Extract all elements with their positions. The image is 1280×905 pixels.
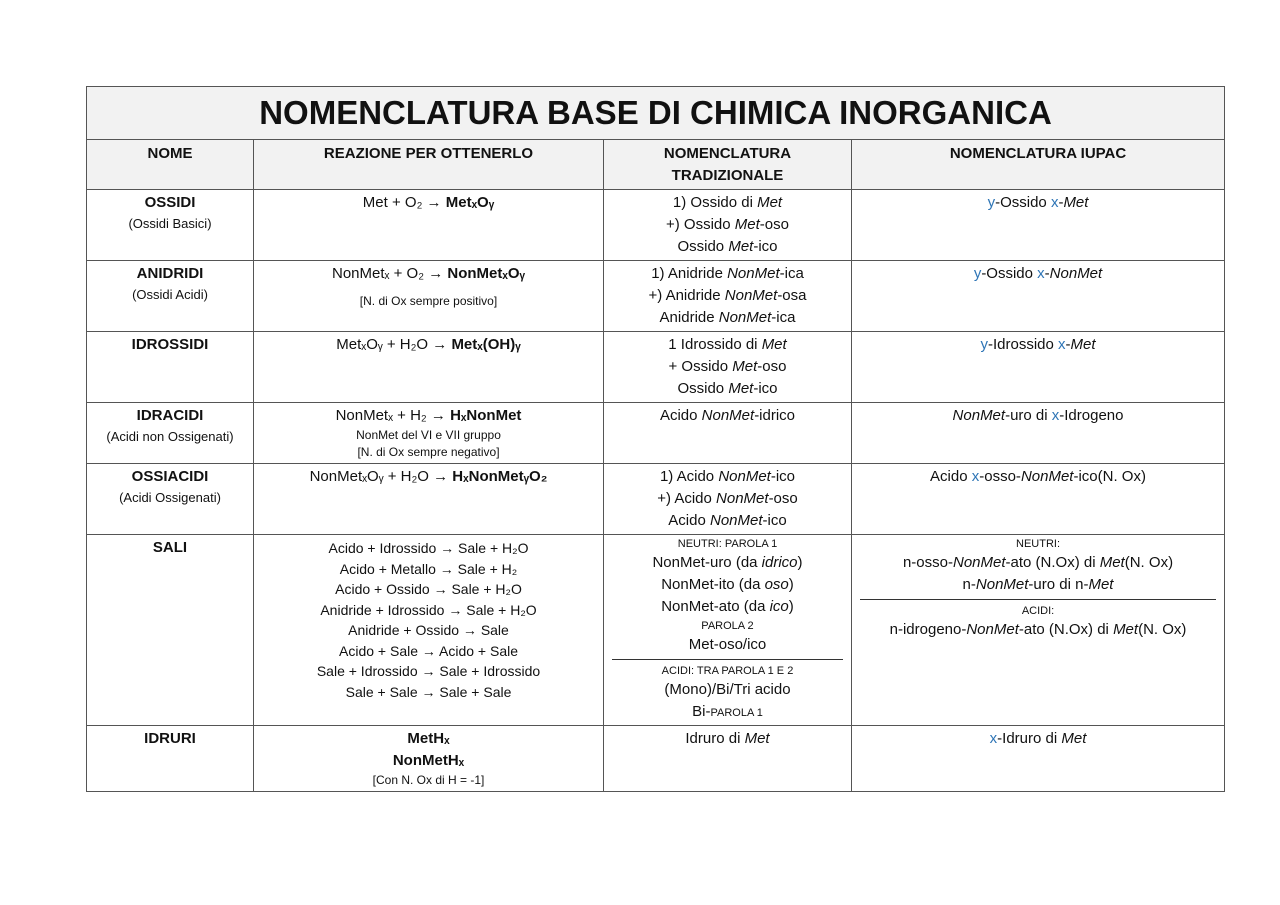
idrossidi-trad-suffix: -oso <box>757 358 787 375</box>
sali-reaction: Anidride + Ossido → Sale <box>348 622 509 638</box>
ossiacidi-reaction: NonMetₓOᵧ + H₂O → <box>309 468 453 485</box>
ossiacidi-name: OSSIACIDI <box>131 468 209 485</box>
idracidi-iupac-suffix: -Idrogeno <box>1059 407 1124 424</box>
idrossidi-iupac-x: x <box>1058 336 1066 353</box>
ossidi-iupac-text: -Ossido <box>995 194 1051 211</box>
idracidi-product: HₓNonMet <box>450 407 522 424</box>
cell-reazione-ossiacidi <box>254 464 604 535</box>
idrossidi-name: IDROSSIDI <box>131 336 209 353</box>
ossiacidi-product: HₓNonMetᵧO₂ <box>452 468 548 485</box>
cell-nome-sali <box>87 535 254 726</box>
sali-iupac-acidi-label: ACIDI: <box>1021 605 1055 617</box>
cell-trad-anidridi <box>604 261 852 332</box>
idruri-note: [Con N. Ox di H = -1] <box>372 773 485 787</box>
header-nome: NOME <box>87 140 254 190</box>
idruri-iupac-met: Met <box>1061 730 1087 747</box>
cell-trad-idrossidi <box>604 332 852 403</box>
sali-iupac-nonmet: NonMet <box>953 554 1006 571</box>
sali-iupac-text: -ato (N.Ox) di <box>1018 621 1114 638</box>
anidridi-trad-nonmet: NonMet <box>718 309 772 326</box>
cell-iupac-idrossidi <box>852 332 1225 403</box>
idruri-formula2: NonMetHₓ <box>392 752 465 769</box>
idracidi-trad-nonmet: NonMet <box>701 407 755 424</box>
cell-reazione-ossidi <box>254 190 604 261</box>
sali-reaction: Anidride + Idrossido → Sale + H₂O <box>320 601 537 618</box>
header-tradizionale-line2: TRADIZIONALE <box>671 167 784 184</box>
ossidi-trad-met: Met <box>728 238 754 255</box>
ossiacidi-iupac-text: -osso- <box>979 468 1021 485</box>
cell-nome-idracidi <box>87 403 254 464</box>
sali-iupac-divider <box>860 599 1216 600</box>
sali-trad-uro: NonMet-uro (da <box>652 554 762 571</box>
sali-trad-ito-origin: oso <box>764 576 789 593</box>
table-row-anidridi <box>87 261 1225 332</box>
idruri-name: IDRURI <box>144 730 196 747</box>
ossiacidi-sub: (Acidi Ossigenati) <box>119 490 221 505</box>
ossidi-name: OSSIDI <box>144 194 196 211</box>
idruri-formula1: MetHₓ <box>407 730 450 747</box>
anidridi-reaction: NonMetₓ + O₂ → <box>332 265 448 282</box>
idrossidi-iupac-text: -Idrossido <box>987 336 1059 353</box>
idrossidi-trad-met: Met <box>728 380 754 397</box>
cell-iupac-ossidi <box>852 190 1225 261</box>
ossiacidi-trad-text: 1) Acido <box>659 468 719 485</box>
sali-reaction: Acido + Sale → Acido + Sale <box>339 642 518 659</box>
sali-iupac-text: -ato (N.Ox) di <box>1005 554 1100 571</box>
ossiacidi-trad-suffix: -ico <box>770 468 796 485</box>
anidridi-iupac-y: y <box>973 265 982 282</box>
ossiacidi-trad-text: +) Acido <box>657 490 717 507</box>
ossiacidi-trad-text: Acido <box>668 512 710 529</box>
cell-trad-sali <box>604 535 852 726</box>
sali-trad-paren: ) <box>797 554 803 571</box>
table-row-idracidi <box>87 403 1225 464</box>
idracidi-name: IDRACIDI <box>136 407 204 424</box>
anidridi-trad-text: +) Anidride <box>648 287 725 304</box>
idrossidi-trad-text: 1 Idrossido di <box>668 336 762 353</box>
header-tradizionale-line1: NOMENCLATURA <box>663 145 792 162</box>
cell-trad-idracidi <box>604 403 852 464</box>
sali-iupac-text: n-osso- <box>902 554 953 571</box>
anidridi-trad-suffix: -ica <box>779 265 804 282</box>
header-tradizionale <box>604 140 852 190</box>
header-row <box>87 140 1225 190</box>
anidridi-trad-nonmet: NonMet <box>727 265 780 282</box>
anidridi-iupac-dash: - <box>1044 265 1050 282</box>
idrossidi-trad-met: Met <box>732 358 758 375</box>
cell-nome-idruri <box>87 726 254 792</box>
idrossidi-trad-met: Met <box>761 336 787 353</box>
sali-trad-acidi-label: ACIDI: TRA PAROLA 1 E 2 <box>661 665 794 677</box>
sali-trad-neutri-label: NEUTRI: PAROLA 1 <box>677 538 778 550</box>
anidridi-sub: (Ossidi Acidi) <box>132 287 208 302</box>
cell-iupac-idruri <box>852 726 1225 792</box>
sali-reaction: Acido + Metallo → Sale + H₂ <box>339 560 518 577</box>
anidridi-iupac-nonmet: NonMet <box>1049 265 1103 282</box>
idracidi-sub: (Acidi non Ossigenati) <box>106 429 234 444</box>
ossidi-trad-text: +) Ossido <box>666 216 735 233</box>
sali-trad-bi-small: PAROLA 1 <box>710 707 763 719</box>
ossidi-iupac-x: x <box>1050 194 1059 211</box>
sali-name: SALI <box>152 539 188 556</box>
anidridi-trad-suffix: -osa <box>777 287 807 304</box>
ossiacidi-iupac-x: x <box>971 468 980 485</box>
ossidi-trad-suffix: -ico <box>753 238 778 255</box>
table-row-idrossidi <box>87 332 1225 403</box>
ossidi-trad-text: Ossido <box>677 238 729 255</box>
idracidi-iupac-x: x <box>1051 407 1060 424</box>
idrossidi-trad-suffix: -ico <box>753 380 778 397</box>
ossiacidi-iupac-text: Acido <box>930 468 972 485</box>
sali-iupac-text: (N. Ox) <box>1138 621 1187 638</box>
anidridi-name: ANIDRIDI <box>136 265 204 282</box>
ossiacidi-iupac-nonmet: NonMet <box>1020 468 1074 485</box>
nomenclature-table <box>86 86 1225 792</box>
idracidi-note2: [N. di Ox sempre negativo] <box>357 445 500 459</box>
anidridi-product: NonMetₓOᵧ <box>447 265 525 282</box>
sali-iupac-met: Met <box>1088 576 1114 593</box>
anidridi-trad-nonmet: NonMet <box>724 287 778 304</box>
cell-iupac-idracidi <box>852 403 1225 464</box>
cell-trad-idruri <box>604 726 852 792</box>
ossidi-product: MetₓOᵧ <box>445 194 495 211</box>
idrossidi-iupac-y: y <box>980 336 988 353</box>
cell-reazione-idruri <box>254 726 604 792</box>
table-row-idruri <box>87 726 1225 792</box>
ossiacidi-iupac-suffix: -ico(N. Ox) <box>1073 468 1146 485</box>
anidridi-iupac-text: -Ossido <box>981 265 1038 282</box>
ossidi-iupac-met: Met <box>1063 194 1089 211</box>
cell-reazione-idrossidi <box>254 332 604 403</box>
sali-iupac-text: -uro di n- <box>1028 576 1089 593</box>
cell-iupac-ossiacidi <box>852 464 1225 535</box>
idrossidi-iupac-dash: - <box>1065 336 1071 353</box>
sali-iupac-neutri-label: NEUTRI: <box>1016 538 1061 550</box>
page-title: NOMENCLATURA BASE DI CHIMICA INORGANICA <box>87 87 1225 140</box>
idrossidi-trad-text: + Ossido <box>668 358 733 375</box>
idruri-trad-text: Idruro di <box>685 730 745 747</box>
ossidi-trad-text: 1) Ossido di <box>672 194 758 211</box>
anidridi-trad-text: Anidride <box>659 309 719 326</box>
cell-trad-ossidi <box>604 190 852 261</box>
anidridi-iupac-x: x <box>1037 265 1045 282</box>
ossidi-sub: (Ossidi Basici) <box>128 216 212 231</box>
table-row-ossidi <box>87 190 1225 261</box>
sali-trad-divider <box>612 659 843 660</box>
ossiacidi-trad-nonmet: NonMet <box>718 468 771 485</box>
sali-reaction: Acido + Ossido → Sale + H₂O <box>335 581 522 597</box>
ossidi-trad-suffix: -oso <box>759 216 789 233</box>
sali-trad-parola2: PAROLA 2 <box>701 620 754 632</box>
sali-reaction: Sale + Idrossido → Sale + Idrossido <box>316 663 541 679</box>
cell-nome-idrossidi <box>87 332 254 403</box>
idrossidi-trad-text: Ossido <box>677 380 729 397</box>
cell-iupac-anidridi <box>852 261 1225 332</box>
anidridi-note: [N. di Ox sempre positivo] <box>359 294 498 308</box>
sali-trad-paren: ) <box>788 576 794 593</box>
ossidi-iupac-dash: - <box>1058 194 1064 211</box>
idrossidi-reaction: MetₓOᵧ + H₂O → <box>336 336 452 353</box>
cell-iupac-sali <box>852 535 1225 726</box>
cell-nome-ossiacidi <box>87 464 254 535</box>
idruri-iupac-x: x <box>989 730 998 747</box>
sali-iupac-nonmet: NonMet <box>966 621 1019 638</box>
header-reazione: REAZIONE PER OTTENERLO <box>254 140 604 190</box>
cell-reazione-anidridi <box>254 261 604 332</box>
sali-reaction: Acido + Idrossido → Sale + H₂O <box>328 540 529 556</box>
idracidi-trad-text: Acido <box>659 407 702 424</box>
table-row-ossiacidi <box>87 464 1225 535</box>
idruri-iupac-text: -Idruro di <box>997 730 1062 747</box>
sali-iupac-text: (N. Ox) <box>1124 554 1174 571</box>
idruri-trad-met: Met <box>744 730 770 747</box>
cell-nome-ossidi <box>87 190 254 261</box>
idrossidi-iupac-met: Met <box>1070 336 1096 353</box>
sali-trad-ito: NonMet-ito (da <box>661 576 765 593</box>
header-iupac: NOMENCLATURA IUPAC <box>852 140 1225 190</box>
sali-trad-bi: Bi- <box>692 703 711 720</box>
sali-reaction: Sale + Sale → Sale + Sale <box>345 683 512 700</box>
anidridi-trad-text: 1) Anidride <box>651 265 728 282</box>
ossiacidi-trad-suffix: -ico <box>762 512 787 529</box>
sali-trad-uro-origin: idrico <box>761 554 798 571</box>
idracidi-note1: NonMet del VI e VII gruppo <box>356 428 501 442</box>
sali-trad-ato-origin: ico <box>769 598 789 615</box>
ossidi-reaction: Met + O₂ → <box>362 194 446 211</box>
idracidi-trad-suffix: -idrico <box>754 407 796 424</box>
cell-reazione-idracidi <box>254 403 604 464</box>
sali-trad-paren: ) <box>788 598 794 615</box>
sali-trad-met-oso-ico: Met-oso/ico <box>688 636 767 653</box>
ossiacidi-trad-nonmet: NonMet <box>716 490 769 507</box>
ossiacidi-trad-nonmet: NonMet <box>710 512 763 529</box>
idracidi-iupac-text: -uro di <box>1005 407 1052 424</box>
anidridi-trad-suffix: -ica <box>771 309 796 326</box>
sali-iupac-met: Met <box>1113 621 1139 638</box>
ossidi-trad-met: Met <box>757 194 783 211</box>
cell-nome-anidridi <box>87 261 254 332</box>
ossidi-iupac-y: y <box>987 194 996 211</box>
sali-iupac-nonmet: NonMet <box>975 576 1029 593</box>
sali-trad-mono: (Mono)/Bi/Tri acido <box>664 681 791 698</box>
cell-trad-ossiacidi <box>604 464 852 535</box>
cell-reazione-sali <box>254 535 604 726</box>
ossidi-trad-met: Met <box>734 216 760 233</box>
idracidi-reaction: NonMetₓ + H₂ → <box>335 407 451 424</box>
sali-iupac-text: n- <box>962 576 976 593</box>
idrossidi-product: Metₓ(OH)ᵧ <box>451 336 521 353</box>
sali-iupac-text: n-idrogeno- <box>889 621 967 638</box>
sali-trad-ato: NonMet-ato (da <box>661 598 770 615</box>
table-row-sali <box>87 535 1225 726</box>
sali-iupac-met: Met <box>1099 554 1125 571</box>
idracidi-iupac-nonmet: NonMet <box>952 407 1006 424</box>
ossiacidi-trad-suffix: -oso <box>768 490 798 507</box>
